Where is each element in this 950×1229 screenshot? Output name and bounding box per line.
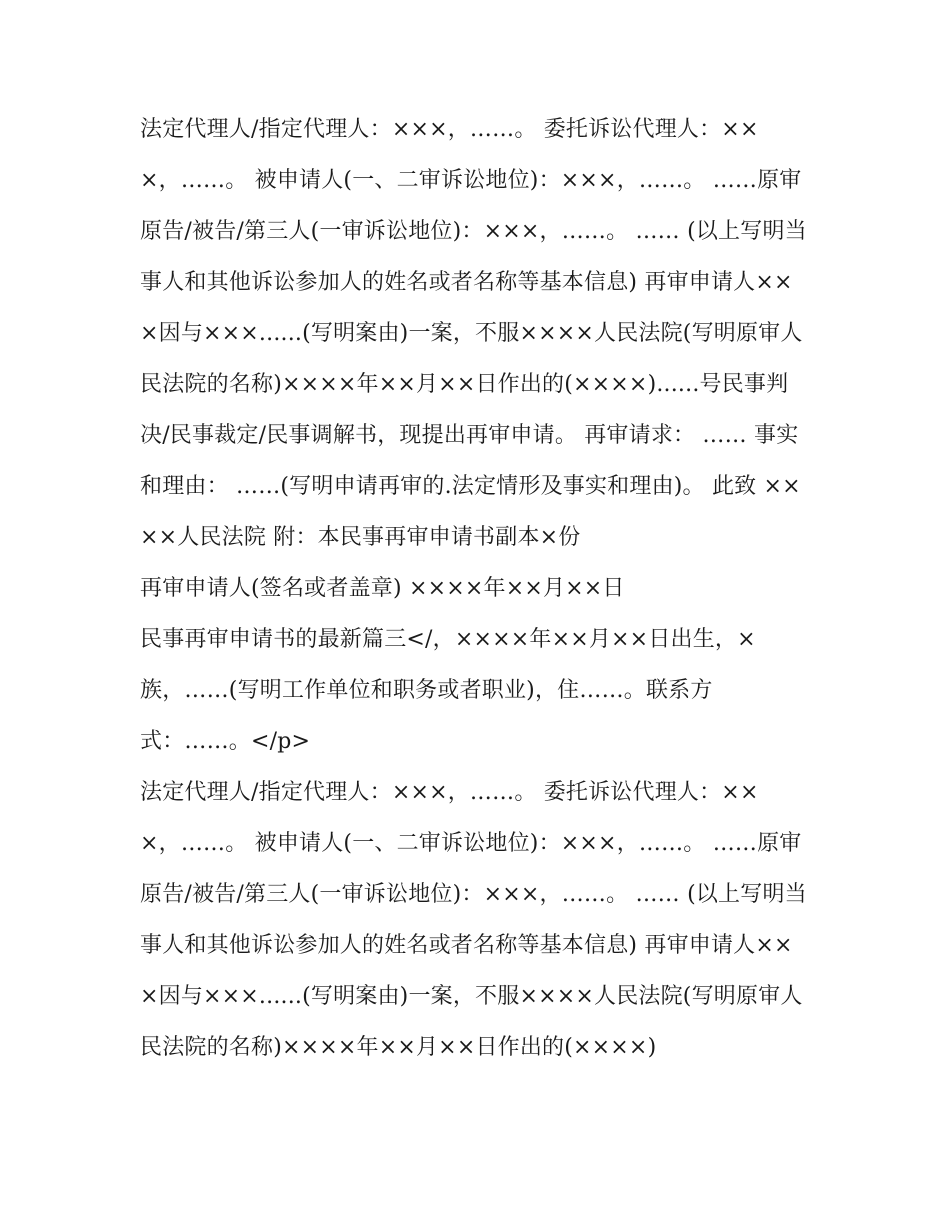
paragraph-petition-body: 法定代理人/指定代理人：×××，……。 委托诉讼代理人：×××，……。 被申请人(一、二审诉讼地位)：×××，……。 ……原审原告/被告/第三人(一审诉讼地位)：×××，……。 …… (以上写明当事人和其他诉讼参加人的姓名或者名称等基本信息) 再审申请人×××因与×××......(写明案由)一案，不服××××人民法院(写明原审人民法院的名称)××××年××月××日作出的(××××)......号民事判决/民事裁定/民事调解书，现提出再审申请。 再审请求： …… 事实和理由： ……(写明申请再审的.法定情形及事实和理由)。 此致 ××××人民法院 附：本民事再审申请书副本×份 <box>140 117 807 550</box>
paragraph-signature-date: 再审申请人(签名或者盖章) ××××年××月××日 <box>140 576 625 601</box>
paragraph-section-heading: 民事再审申请书的最新篇三</，××××年××月××日出生，×族，……(写明工作单位和职务或者职业)，住……。联系方式：……。</p> <box>140 627 756 754</box>
paragraph-petition-body-repeat: 法定代理人/指定代理人：×××，……。 委托诉讼代理人：×××，……。 被申请人(一、二审诉讼地位)：×××，……。 ……原审原告/被告/第三人(一审诉讼地位)：×××，……。 …… (以上写明当事人和其他诉讼参加人的姓名或者名称等基本信息) 再审申请人×××因与×××......(写明案由)一案，不服××××人民法院(写明原审人民法院的名称)××××年××月××日作出的(××××) <box>140 780 807 1060</box>
document-body <box>140 104 810 1073</box>
